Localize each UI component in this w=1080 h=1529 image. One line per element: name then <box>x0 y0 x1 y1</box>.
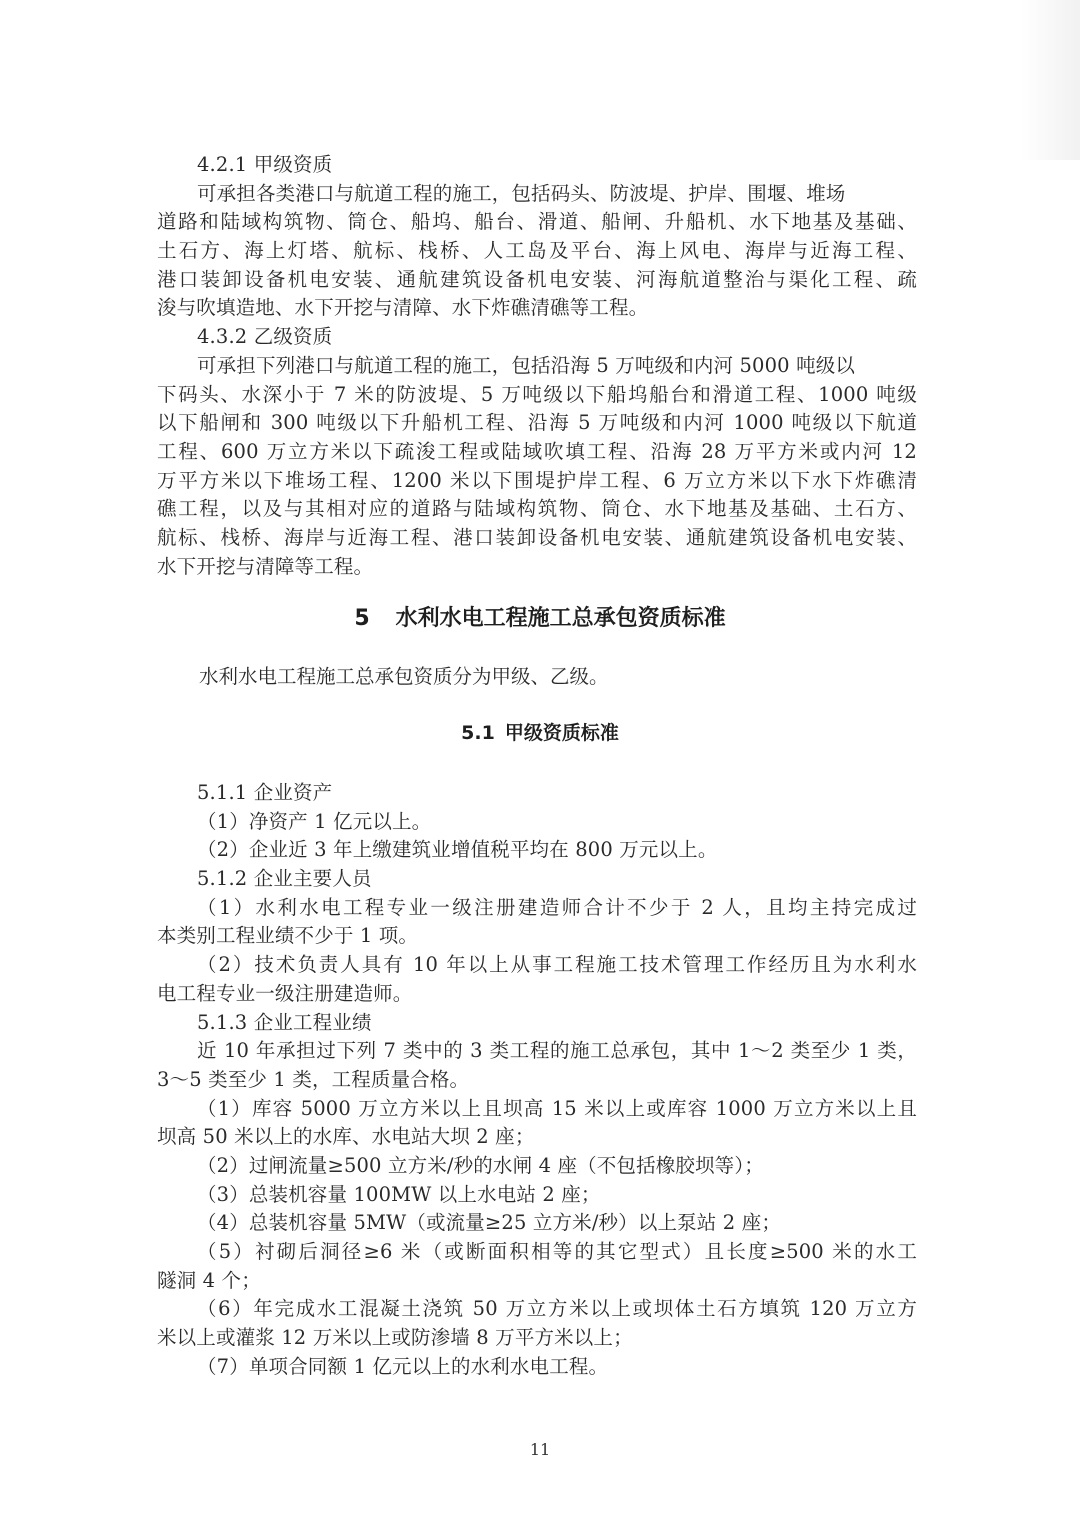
list-item: （2）企业近 3 年上缴建筑业增值税平均在 800 万元以上。 <box>197 838 718 862</box>
paragraph-line: 可承担各类港口与航道工程的施工，包括码头、防波堤、护岸、围堰、堆场 <box>197 181 846 205</box>
chapter-title: 水利水电工程施工总承包资质标准 <box>395 606 726 631</box>
section-heading-5-1 <box>0 719 1080 747</box>
paragraph-line: 近 10 年承担过下列 7 类中的 3 类工程的施工总承包，其中 1～2 类至少 1 类， <box>197 1039 917 1063</box>
list-item-continuation: 电工程专业一级注册建造师。 <box>157 981 413 1005</box>
list-item-continuation: 本类别工程业绩不少于 1 项。 <box>157 924 419 948</box>
paragraph-line: 工程、600 万立方米以下疏浚工程或陆域吹填工程、沿海 28 万平方米或内河 12 <box>157 439 917 463</box>
section-title: 甲级资质标准 <box>504 722 619 744</box>
section-number: 5.1 <box>461 722 495 744</box>
paragraph-line: 3～5 类至少 1 类，工程质量合格。 <box>157 1067 470 1091</box>
chapter-number: 5 <box>354 606 370 631</box>
subsection-heading-5-1-1: 5.1.1 企业资产 <box>197 781 333 804</box>
section-4-block <box>157 151 917 581</box>
list-item: （2）技术负责人具有 10 年以上从事工程施工技术管理工作经历且为水利水 <box>197 953 917 977</box>
paragraph-line: 水下开挖与清障等工程。 <box>157 554 374 578</box>
list-item: （7）单项合同额 1 亿元以上的水利水电工程。 <box>197 1354 609 1378</box>
list-item: （3）总装机容量 100MW 以上水电站 2 座； <box>197 1182 601 1206</box>
paragraph-line: 以下船闸和 300 吨级以下升船机工程、沿海 5 万吨级和内河 1000 吨级以下航道 <box>157 411 917 435</box>
scan-shadow <box>1020 0 1080 160</box>
subsection-heading-5-1-2: 5.1.2 企业主要人员 <box>197 867 372 891</box>
chapter-intro: 水利水电工程施工总承包资质分为甲级、乙级。 <box>199 665 609 688</box>
list-item: （4）总装机容量 5MW（或流量≥25 立方米/秒）以上泵站 2 座； <box>197 1211 781 1235</box>
list-item-continuation: 隧洞 4 个； <box>157 1268 261 1292</box>
paragraph-line: 万平方米以下堆场工程、1200 米以下围堤护岸工程、6 万立方米以下水下炸礁清 <box>157 468 917 492</box>
paragraph-line: 土石方、海上灯塔、航标、栈桥、人工岛及平台、海上风电、海岸与近海工程、 <box>157 239 917 263</box>
list-item: （2）过闸流量≥500 立方米/秒的水闸 4 座（不包括橡胶坝等）； <box>197 1153 764 1177</box>
list-item-continuation: 坝高 50 米以上的水库、水电站大坝 2 座； <box>157 1125 535 1149</box>
section-5-1-block <box>157 779 917 1381</box>
paragraph-line: 礁工程，以及与其相对应的道路与陆域构筑物、筒仓、水下地基及基础、土石方、 <box>157 497 917 521</box>
list-item: （6）年完成水工混凝土浇筑 50 万立方米以上或坝体土石方填筑 120 万立方 <box>197 1297 917 1321</box>
paragraph-line: 航标、栈桥、海岸与近海工程、港口装卸设备机电安装、通航建筑设备机电安装、 <box>157 525 917 549</box>
paragraph-line: 下码头、水深小于 7 米的防波堤、5 万吨级以下船坞船台和滑道工程、1000 吨级 <box>157 382 917 406</box>
list-item: （1）净资产 1 亿元以上。 <box>197 809 432 833</box>
page-number: 11 <box>529 1440 551 1459</box>
paragraph-line: 港口装卸设备机电安装、通航建筑设备机电安装、河海航道整治与渠化工程、疏 <box>157 267 917 291</box>
list-item: （1）库容 5000 万立方米以上且坝高 15 米以上或库容 1000 万立方米以上且 <box>197 1096 917 1120</box>
list-item: （5）衬砌后洞径≥6 米（或断面积相等的其它型式）且长度≥500 米的水工 <box>197 1240 917 1263</box>
chapter-heading <box>0 603 1080 635</box>
paragraph-line: 可承担下列港口与航道工程的施工，包括沿海 5 万吨级和内河 5000 吨级以 <box>197 353 856 377</box>
list-item: （1）水利水电工程专业一级注册建造师合计不少于 2 人，且均主持完成过 <box>197 895 917 919</box>
subsection-heading-5-1-3: 5.1.3 企业工程业绩 <box>197 1010 372 1034</box>
list-item-continuation: 米以上或灌浆 12 万米以上或防渗墙 8 万平方米以上； <box>157 1326 633 1350</box>
paragraph-line: 道路和陆域构筑物、筒仓、船坞、船台、滑道、船闸、升船机、水下地基及基础、 <box>157 210 917 234</box>
section-heading-4-2-1: 4.2.1 甲级资质 <box>197 153 333 176</box>
section-heading-4-3-2: 4.3.2 乙级资质 <box>197 325 333 349</box>
paragraph-line: 浚与吹填造地、水下开挖与清障、水下炸礁清礁等工程。 <box>157 296 649 320</box>
